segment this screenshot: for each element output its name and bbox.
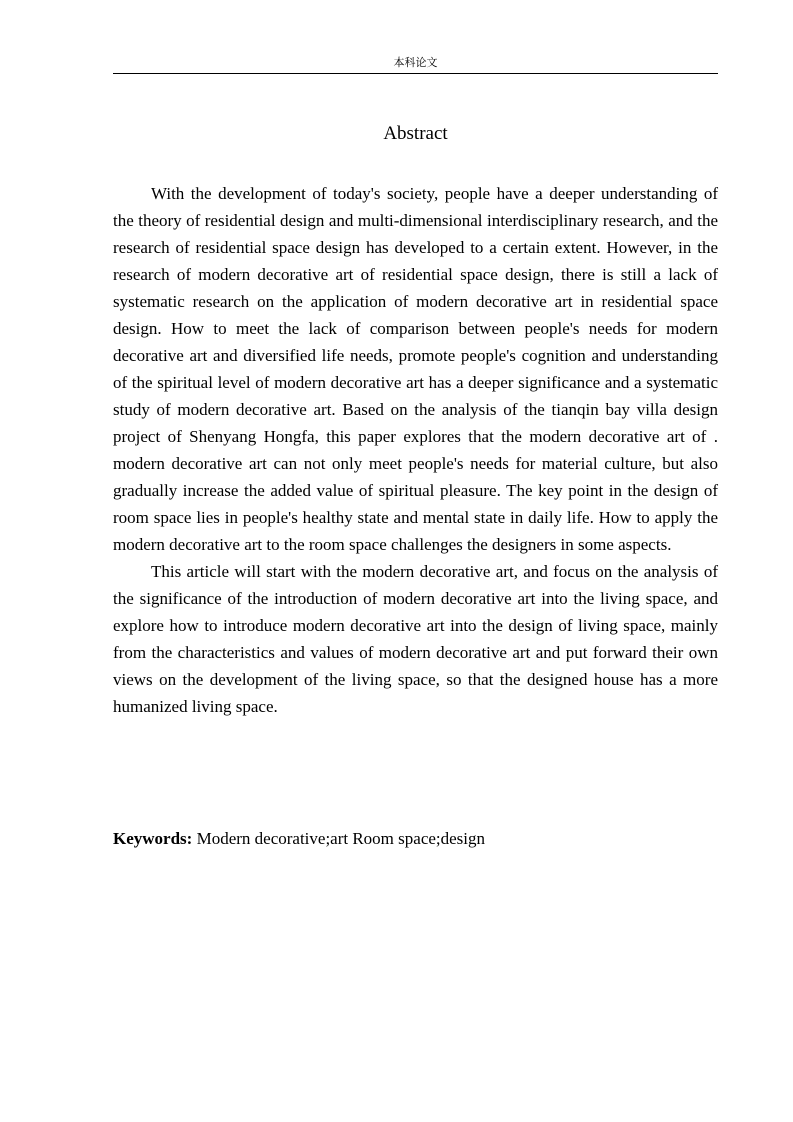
abstract-paragraph: With the development of today's society, people have a deeper understanding of the theory of residential design and multi-dimensional interdisciplinary research, and the research of residential space design has developed to a certain extent. However, in the research of modern decorative art of residential space design, there is still a lack of systematic research on the application of modern decorative art in residential space design. How to meet the lack of comparison between people's needs for modern decorative art and diversified life needs, promote people's cognition and understanding of the spiritual level of modern decorative art has a deeper significance and a systematic study of modern decorative art. Based on the analysis of the tianqin bay villa design project of Shenyang Hongfa, this paper explores that the modern decorative art of . modern decorative art can not only meet people's needs for material culture, but also gradually increase the added value of spiritual pleasure. The key point in the design of room space lies in people's healthy state and mental state in daily life. How to apply the modern decorative art to the room space challenges the designers in some aspects. <box>113 184 718 554</box>
running-header: 本科论文 <box>393 56 438 69</box>
abstract-body <box>113 180 718 720</box>
keywords-label: Keywords: <box>113 829 193 848</box>
keywords-line <box>113 825 718 852</box>
abstract-paragraph: This article will start with the modern decorative art, and focus on the analysis of the significance of the introduction of modern decorative art into the living space, and explore how to introduce modern decorative art into the design of living space, mainly from the characteristics and values of modern decorative art and put forward their own views on the development of the living space, so that the designed house has a more humanized living space. <box>113 562 718 716</box>
keywords-value: Modern decorative;art Room space;design <box>196 829 486 848</box>
abstract-title: Abstract <box>383 123 448 144</box>
header-rule <box>113 73 718 74</box>
